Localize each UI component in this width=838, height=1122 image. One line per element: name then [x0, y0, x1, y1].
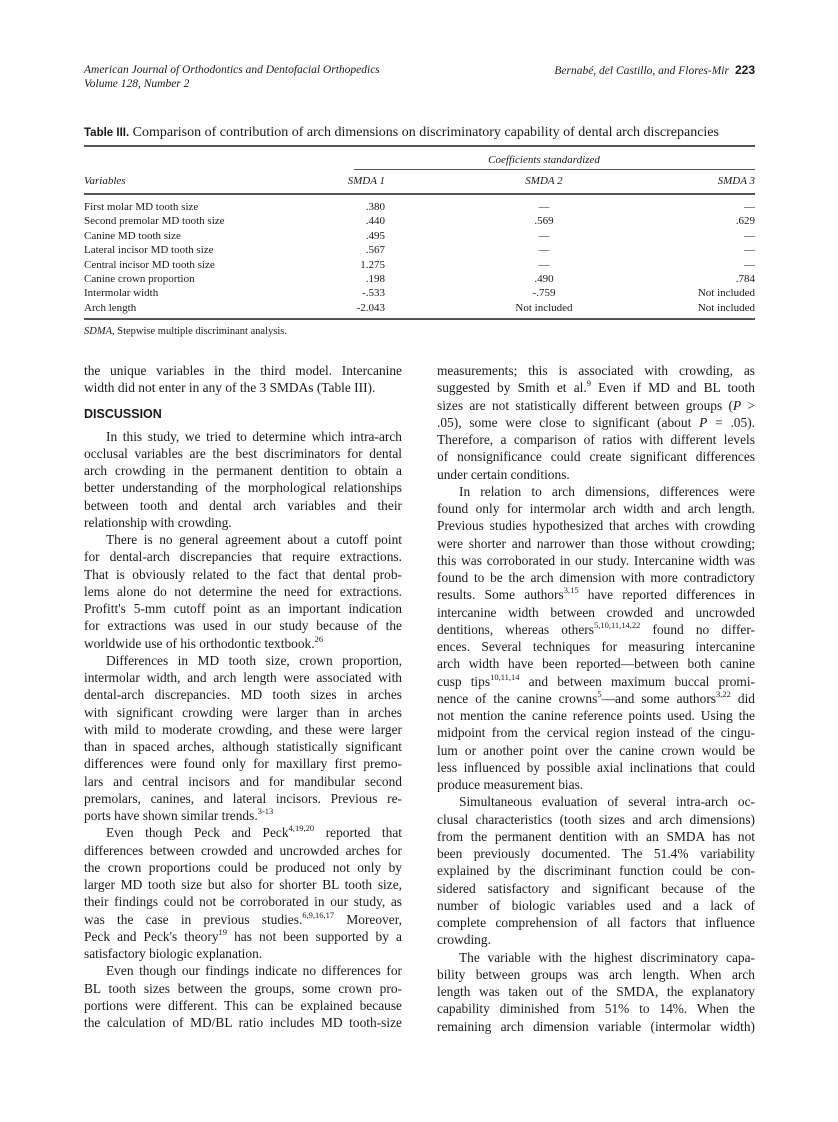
coefficient-cell: .567: [365, 244, 385, 257]
citation-superscript: 19: [218, 926, 228, 937]
text-line: [437, 707, 755, 724]
column-header: SMDA 1: [347, 175, 385, 187]
text-line: [84, 997, 402, 1014]
text-run: capability diminished from 51% to 14%. When the: [437, 1001, 755, 1017]
text-line: [84, 928, 402, 945]
text-run: and between maximum buccal promi-: [519, 673, 756, 689]
text-line: [84, 566, 402, 583]
text-line: [437, 638, 755, 655]
text-run: bility between groups was arch length. When arch: [437, 966, 755, 982]
italic-symbol: P: [732, 397, 742, 413]
text-run: worldwide use of his orthodontic textbook.: [84, 635, 315, 651]
text-run: dentitions, whereas others: [437, 621, 594, 637]
text-run: width did not enter in any of the 3 SMDAs (Table III).: [84, 380, 376, 396]
text-run: Even if MD and BL tooth: [590, 380, 755, 396]
text-line: [437, 569, 755, 586]
text-run: Therefore, a comparison of ratios with different levels: [437, 432, 755, 447]
page-number: 223: [734, 63, 755, 77]
variable-name: Canine crown proportion: [84, 272, 195, 285]
text-run: That is obviously related to the fact that dental prob-: [84, 566, 402, 582]
text-run: differences between crowded and uncrowded arches for: [84, 842, 402, 858]
citation-superscript: 4,19,20: [288, 823, 315, 834]
text-line: [84, 911, 402, 928]
text-run: There is no general agreement about a cutoff point: [106, 532, 402, 547]
text-line: [437, 776, 755, 793]
text-line: [437, 362, 755, 379]
text-run: under certain conditions.: [437, 466, 570, 482]
text-column-right: [437, 362, 755, 1035]
text-line: [437, 655, 755, 672]
text-run: the unique variables in the third model. Intercanine: [84, 363, 402, 378]
coefficient-cell: —: [538, 244, 550, 257]
text-line: [84, 945, 402, 962]
text-run: clusal characteristics (tooth sizes and arch dimensions): [437, 811, 755, 827]
text-run: The variable with the highest discriminatory capa-: [459, 949, 755, 965]
text-line: [84, 859, 402, 876]
text-line: [84, 842, 402, 859]
text-run: than in spaced arches, although statistically significant: [84, 739, 402, 754]
text-line: [84, 462, 402, 479]
text-run: cusp tips: [437, 673, 491, 689]
text-run: from the permanent dentition with an SMDA has not: [437, 828, 755, 844]
coefficient-cell: -2.043: [356, 301, 385, 314]
table-row: [84, 272, 755, 286]
coefficient-cell: .380: [365, 201, 385, 213]
text-line: [437, 828, 755, 845]
text-run: the crown proportions could be produced not only by: [84, 859, 402, 875]
text-run: number of biologic variables used and a lack of: [437, 897, 755, 913]
paragraph: [437, 483, 755, 794]
text-run: Differences in MD tooth size, crown proportion,: [106, 652, 402, 668]
citation-superscript: 3-13: [257, 806, 274, 816]
text-line: [84, 497, 402, 514]
text-run: .05), some were close to significant (about: [437, 414, 700, 430]
text-run: for extractions was used in our study because of the: [84, 618, 402, 634]
table-row: [84, 301, 755, 315]
text-line: [437, 552, 755, 569]
text-run: arch crowding in the permanent dentition to obtain a: [84, 463, 402, 478]
text-run: less influenced by possible axial inclinations that could: [437, 759, 755, 775]
text-run: midpoint from the cervical region instead of the cingu-: [437, 725, 755, 741]
text-line: [84, 893, 402, 910]
variable-name: Lateral incisor MD tooth size: [84, 244, 214, 257]
text-run: crowding.: [437, 932, 491, 948]
text-column-left: [84, 362, 402, 1031]
text-line: [84, 686, 402, 703]
text-run: for dental-arch discrepancies that require extractions.: [84, 549, 402, 565]
text-line: [437, 483, 755, 500]
text-line: [84, 600, 402, 617]
text-run: reported that: [314, 825, 403, 841]
coefficient-cell: —: [744, 229, 755, 242]
table-row: [84, 229, 755, 243]
text-run: lars and central incisors and for mandibular second: [84, 773, 402, 789]
text-run: larger MD tooth size but also for shorter BL tooth size,: [84, 877, 402, 892]
coefficient-cell: —: [744, 258, 755, 271]
text-run: intercanine width between crowded and uncrowded: [437, 604, 755, 620]
text-run: been previously documented. The 51.4% variability: [437, 846, 755, 861]
variable-name: Canine MD tooth size: [84, 229, 181, 242]
running-header-left: [84, 63, 380, 91]
text-run: portions were different. This can be explained because: [84, 997, 402, 1013]
coefficient-cell: .440: [365, 215, 385, 228]
variable-name: Central incisor MD tooth size: [84, 258, 215, 271]
text-line: [84, 876, 402, 893]
text-line: [437, 535, 755, 552]
text-run: has not been supported by a: [227, 928, 402, 944]
citation-superscript: 5,10,11,14,22: [593, 619, 641, 630]
text-line: [84, 479, 402, 496]
text-line: [84, 807, 402, 824]
coefficient-cell: —: [744, 244, 755, 257]
group-header: Coefficients standardized: [488, 154, 600, 166]
text-run: Even though Peck and Peck: [106, 825, 289, 841]
text-run: found only for intermolar arch width and arch length.: [437, 501, 755, 516]
table-title: Comparison of contribution of arch dimensions on discriminatory capability of dental arch discrepancies: [132, 125, 719, 140]
coefficient-cell: —: [744, 201, 755, 213]
text-run: In relation to arch dimensions, differences were: [459, 483, 755, 499]
text-line: [437, 983, 755, 1000]
coefficient-cell: .198: [365, 272, 385, 285]
text-run: intermolar width, and arch length were associated with: [84, 670, 402, 685]
citation-superscript: 26: [314, 633, 324, 644]
table-caption: [84, 124, 755, 142]
coefficient-cell: .784: [735, 272, 755, 285]
variable-name: Arch length: [84, 301, 137, 314]
text-run: produce measurement bias.: [437, 777, 584, 792]
text-line: [84, 548, 402, 565]
paragraph: [437, 362, 755, 483]
table-body: [84, 195, 755, 318]
section-heading: DISCUSSION: [84, 406, 162, 421]
text-run: >: [741, 397, 755, 413]
text-line: [84, 635, 402, 652]
text-run: nence of the canine crowns: [437, 690, 598, 706]
text-run: lems alone do not determine the need for extractions.: [84, 583, 402, 599]
text-run: better understanding of the morphological relationships: [84, 480, 402, 496]
text-line: [437, 845, 755, 862]
text-run: of nonsignificance could create significant differences: [437, 449, 755, 465]
table-row: [84, 258, 755, 272]
paragraph: [437, 949, 755, 1035]
text-line: [84, 738, 402, 755]
coefficient-cell: .490: [534, 272, 554, 285]
variable-name: Intermolar width: [84, 287, 159, 300]
text-line: [437, 379, 755, 396]
text-line: [437, 466, 755, 483]
citation-superscript: 9: [586, 378, 591, 389]
text-line: [437, 1018, 755, 1035]
text-run: were shorter and narrower than those without crowding;: [437, 535, 755, 551]
text-run: differences were found only for maxillary first premo-: [84, 756, 402, 772]
journal-title: American Journal of Orthodontics and Dentofacial Orthopedics: [84, 64, 380, 76]
text-line: [437, 448, 755, 465]
text-run: did: [730, 690, 755, 706]
text-run: In this study, we tried to determine which intra-arch: [106, 428, 402, 444]
text-line: [437, 673, 755, 690]
text-run: results. Some authors: [437, 587, 564, 603]
text-run: arch width have been reported—between both canine: [437, 656, 755, 672]
text-run: have reported differences in: [578, 587, 755, 603]
column-header: Variables: [84, 175, 126, 187]
text-line: [84, 962, 402, 979]
text-line: [84, 445, 402, 462]
text-line: [84, 790, 402, 807]
text-line: [84, 704, 402, 721]
paragraph: [84, 824, 402, 962]
coefficient-cell: —: [538, 229, 550, 242]
text-run: ports have shown similar trends.: [84, 808, 258, 823]
table-row: [84, 286, 755, 300]
journal-volume: Volume 128, Number 2: [84, 78, 190, 90]
text-run: lum or another point over the canine crown would be: [437, 742, 755, 758]
text-run: suggested by Smith et al.: [437, 380, 587, 396]
text-line: [437, 914, 755, 931]
text-line: [437, 586, 755, 603]
coefficient-cell: .569: [534, 215, 554, 228]
text-line: [84, 617, 402, 634]
text-run: explained by the discriminant function could be con-: [437, 863, 755, 879]
italic-symbol: P: [699, 414, 708, 430]
coefficient-cell: —: [538, 201, 550, 213]
citation-superscript: 10,11,14: [490, 671, 520, 682]
paragraph: [437, 793, 755, 948]
text-run: occlusal variables are the best discriminators for dental: [84, 445, 402, 461]
text-run: not mention the canine reference points used. Using the: [437, 708, 755, 723]
coefficient-cell: -.759: [532, 287, 556, 300]
text-line: [84, 583, 402, 600]
coefficient-cell: -.533: [362, 287, 385, 300]
table-header-row: [84, 170, 755, 193]
table-label: Table III.: [84, 127, 130, 139]
text-line: [84, 824, 402, 841]
text-line: [84, 531, 402, 548]
text-run: premolars, canines, and lateral incisors. Previous re-: [84, 790, 402, 806]
text-line: [437, 811, 755, 828]
paragraph: [84, 652, 402, 825]
text-line: [437, 793, 755, 810]
text-run: measurements; this is associated with crowding, as: [437, 363, 755, 378]
text-run: sizes are not statistically different between groups (: [437, 397, 733, 413]
text-line: [84, 773, 402, 790]
text-run: = .05).: [707, 414, 755, 430]
text-run: was the case in previous studies.: [84, 911, 303, 927]
text-line: [437, 880, 755, 897]
text-run: Peck and Peck's theory: [84, 928, 219, 944]
footnote-text: Stepwise multiple discriminant analysis.: [114, 326, 287, 338]
citation-superscript: 3,15: [563, 585, 579, 596]
coefficient-cell: 1.275: [360, 258, 385, 271]
text-run: relationship with crowding.: [84, 514, 232, 530]
text-run: with significant crowding were larger than in arches: [84, 704, 402, 720]
coefficient-cell: .629: [735, 215, 755, 228]
column-header: SMDA 2: [525, 175, 563, 187]
running-header-right: [554, 63, 755, 78]
text-line: [437, 966, 755, 983]
text-run: between tooth and dental arch variables and their: [84, 497, 402, 513]
text-run: —and some authors: [601, 690, 716, 706]
text-run: Previous studies hypothesized that arches with crowding: [437, 518, 755, 534]
text-line: [437, 397, 755, 414]
citation-superscript: 6,9,16,17: [302, 909, 335, 920]
table-row: [84, 243, 755, 257]
citation-superscript: 5: [597, 688, 602, 699]
footnote-abbreviation: SDMA,: [84, 326, 115, 338]
variable-name: Second premolar MD tooth size: [84, 215, 225, 228]
text-run: with mild to moderate crowding, and these were larger: [84, 721, 402, 737]
text-run: Moreover,: [334, 911, 402, 927]
text-run: Even though our findings indicate no differences for: [106, 963, 402, 979]
text-run: BL tooth sizes between the groups, some crown pro-: [84, 980, 402, 996]
paragraph: [84, 428, 402, 532]
citation-superscript: 3,22: [716, 688, 731, 699]
text-run: Profitt's 5-mm cutoff point as an important indication: [84, 601, 402, 616]
paragraph: [84, 962, 402, 1031]
column-header: SMDA 3: [717, 175, 755, 187]
text-run: sidered satisfactory and significant because of the: [437, 880, 755, 896]
text-line: [437, 500, 755, 517]
text-run: satisfactory biologic explanation.: [84, 946, 263, 961]
text-run: Simultaneous evaluation of several intra-arch oc-: [459, 794, 755, 810]
table-row: [84, 214, 755, 228]
text-line: [437, 742, 755, 759]
text-line: [437, 604, 755, 621]
authors: Bernabé, del Castillo, and Flores-Mir: [554, 65, 729, 77]
text-line: [84, 428, 402, 445]
text-line: [84, 721, 402, 738]
text-line: [84, 755, 402, 772]
text-run: dental-arch discrepancies. MD tooth sizes in arches: [84, 687, 402, 703]
text-line: [84, 652, 402, 669]
text-line: [437, 862, 755, 879]
text-line: [437, 517, 755, 534]
text-line: [437, 1000, 755, 1017]
text-line: [437, 931, 755, 948]
text-line: [84, 379, 402, 396]
text-line: [84, 514, 402, 531]
text-line: [84, 362, 402, 379]
text-line: [437, 949, 755, 966]
text-run: ences. Several techniques for measuring intercanine: [437, 639, 755, 654]
text-line: [84, 669, 402, 686]
coefficient-cell: Not included: [697, 287, 755, 300]
variable-name: First molar MD tooth size: [84, 201, 199, 213]
coefficient-cell: Not included: [515, 301, 573, 314]
text-run: length was taken out of the SMDA, the explanatory: [437, 984, 755, 999]
text-line: [437, 431, 755, 448]
text-line: [437, 724, 755, 741]
text-run: their findings could not be corroborated in our study, as: [84, 894, 402, 910]
text-line: [84, 1014, 402, 1031]
text-line: [437, 414, 755, 431]
table-bottom-rule: [84, 318, 755, 320]
text-line: [437, 897, 755, 914]
table-row: [84, 200, 755, 214]
paragraph: [84, 531, 402, 652]
text-line: [84, 980, 402, 997]
coefficient-cell: —: [538, 258, 550, 271]
text-line: [437, 759, 755, 776]
text-run: this was corroborated in our study. Intercanine width was: [437, 552, 755, 568]
text-line: [437, 690, 755, 707]
paragraph: [84, 362, 402, 397]
coefficient-cell: .495: [365, 229, 385, 242]
text-run: found to be the arch dimension with more contradictory: [437, 570, 755, 585]
text-run: remaining arch dimension variable (intermolar width): [437, 1018, 755, 1034]
text-run: complete comprehension of all factors that influence: [437, 915, 755, 930]
table-footnote: [84, 326, 755, 337]
coefficient-cell: Not included: [697, 301, 755, 314]
text-run: found no differ-: [640, 621, 755, 637]
table-iii: [84, 124, 755, 337]
text-run: the calculation of MD/BL ratio includes MD tooth-size: [84, 1015, 402, 1030]
text-line: [437, 621, 755, 638]
